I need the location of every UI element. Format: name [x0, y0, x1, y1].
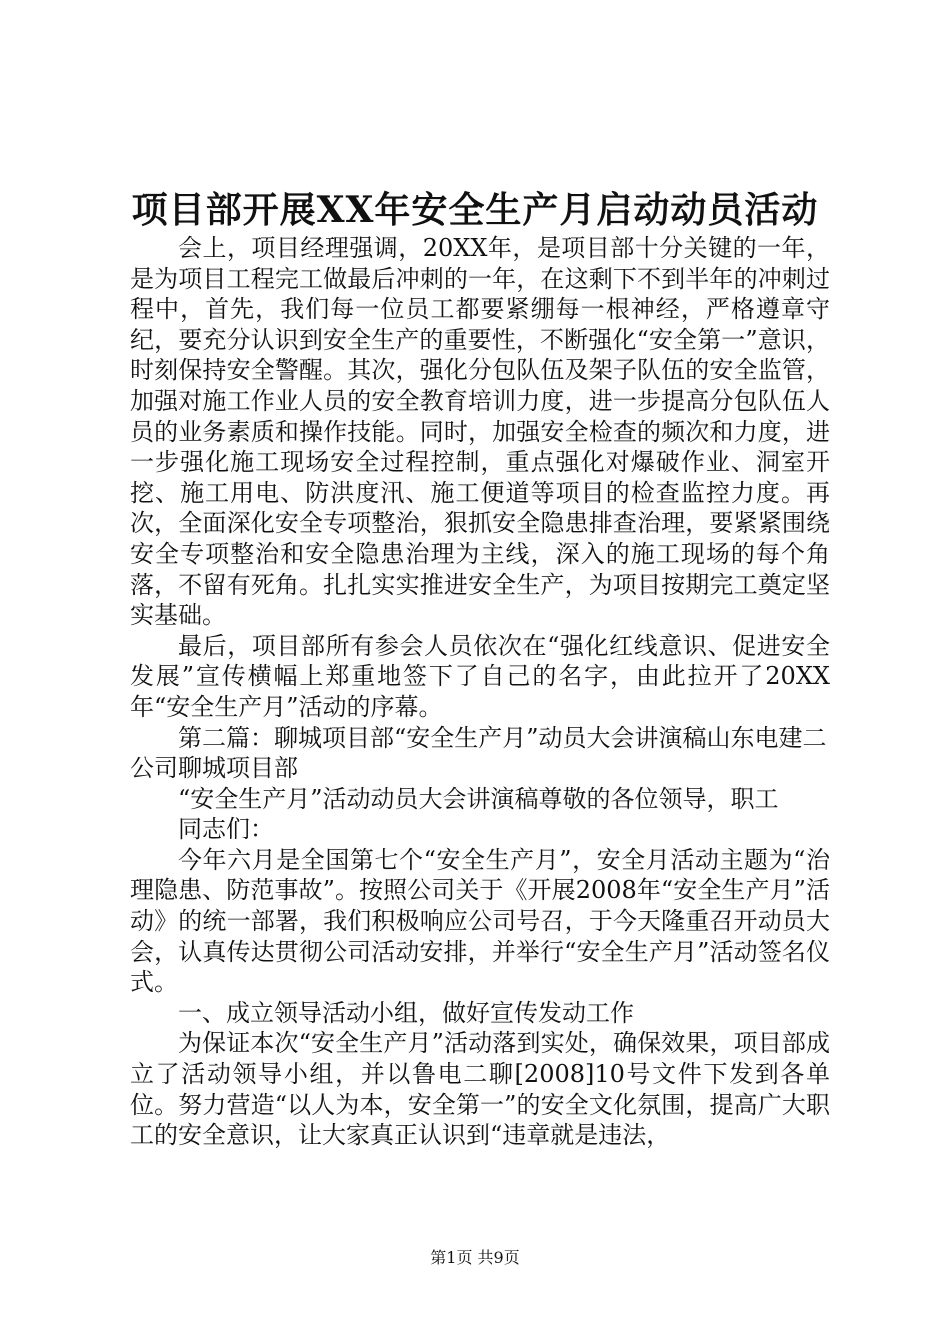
paragraph-second-article-heading: 第二篇：聊城项目部“安全生产月”动员大会讲演稿山东电建二公司聊城项目部	[130, 723, 827, 783]
paragraph-meeting-speech: 会上，项目经理强调，20XX年，是项目部十分关键的一年，是为项目工程完工做最后冲刺的一年，在这剩下不到半年的冲刺过程中，首先，我们每一位员工都要紧绷每一根神经，严格遵章守纪，要充分认识到安全生产的重要性，不断强化“安全第一”意识，时刻保持安全警醒。其次，强化分包队伍及架子队伍的安全监管，加强对施工作业人员的安全教育培训力度，进一步提高分包队伍人员的业务素质和操作技能。同时，加强安全检查的频次和力度，进一步强化施工现场安全过程控制，重点强化对爆破作业、洞室开挖、施工用电、防洪度汛、施工便道等项目的检查监控力度。再次，全面深化安全专项整治，狠抓安全隐患排查治理，要紧紧围绕安全专项整治和安全隐患治理为主线，深入的施工现场的每个角落，不留有死角。扎扎实实推进安全生产，为项目按期完工奠定坚实基础。	[130, 234, 830, 630]
paragraph-speech-title: “安全生产月”活动动员大会讲演稿尊敬的各位领导，职工	[178, 784, 779, 813]
paragraph-greeting: 同志们：	[178, 815, 274, 844]
paragraph-signing: 最后，项目部所有参会人员依次在“强化红线意识、促进安全发展”宣传横幅上郑重地签下了自己的名字，由此拉开了20XX年“安全生产月”活动的序幕。	[130, 631, 830, 721]
paragraph-leadership-group: 为保证本次“安全生产月”活动落到实处，确保效果，项目部成立了活动领导小组，并以鲁电二聊[2008]10号文件下发到各单位。努力营造“以人为本，安全第一”的安全文化氛围，提高广大职工的安全意识，让大家真正认识到“违章就是违法，	[130, 1029, 830, 1150]
document-title: 项目部开展XX年安全生产月启动动员活动	[131, 189, 819, 231]
page-footer: 第1页 共9页	[430, 1248, 520, 1267]
paragraph-safety-month-intro: 今年六月是全国第七个“安全生产月”，安全月活动主题为“治理隐患、防范事故”。按照公司关于《开展2008年“安全生产月”活动》的统一部署，我们积极响应公司号召，于今天隆重召开动员大会，认真传达贯彻公司活动安排，并举行“安全生产月”活动签名仪式。	[130, 845, 830, 997]
document-body	[130, 233, 830, 1151]
section-heading-one: 一、成立领导活动小组，做好宣传发动工作	[178, 998, 634, 1027]
